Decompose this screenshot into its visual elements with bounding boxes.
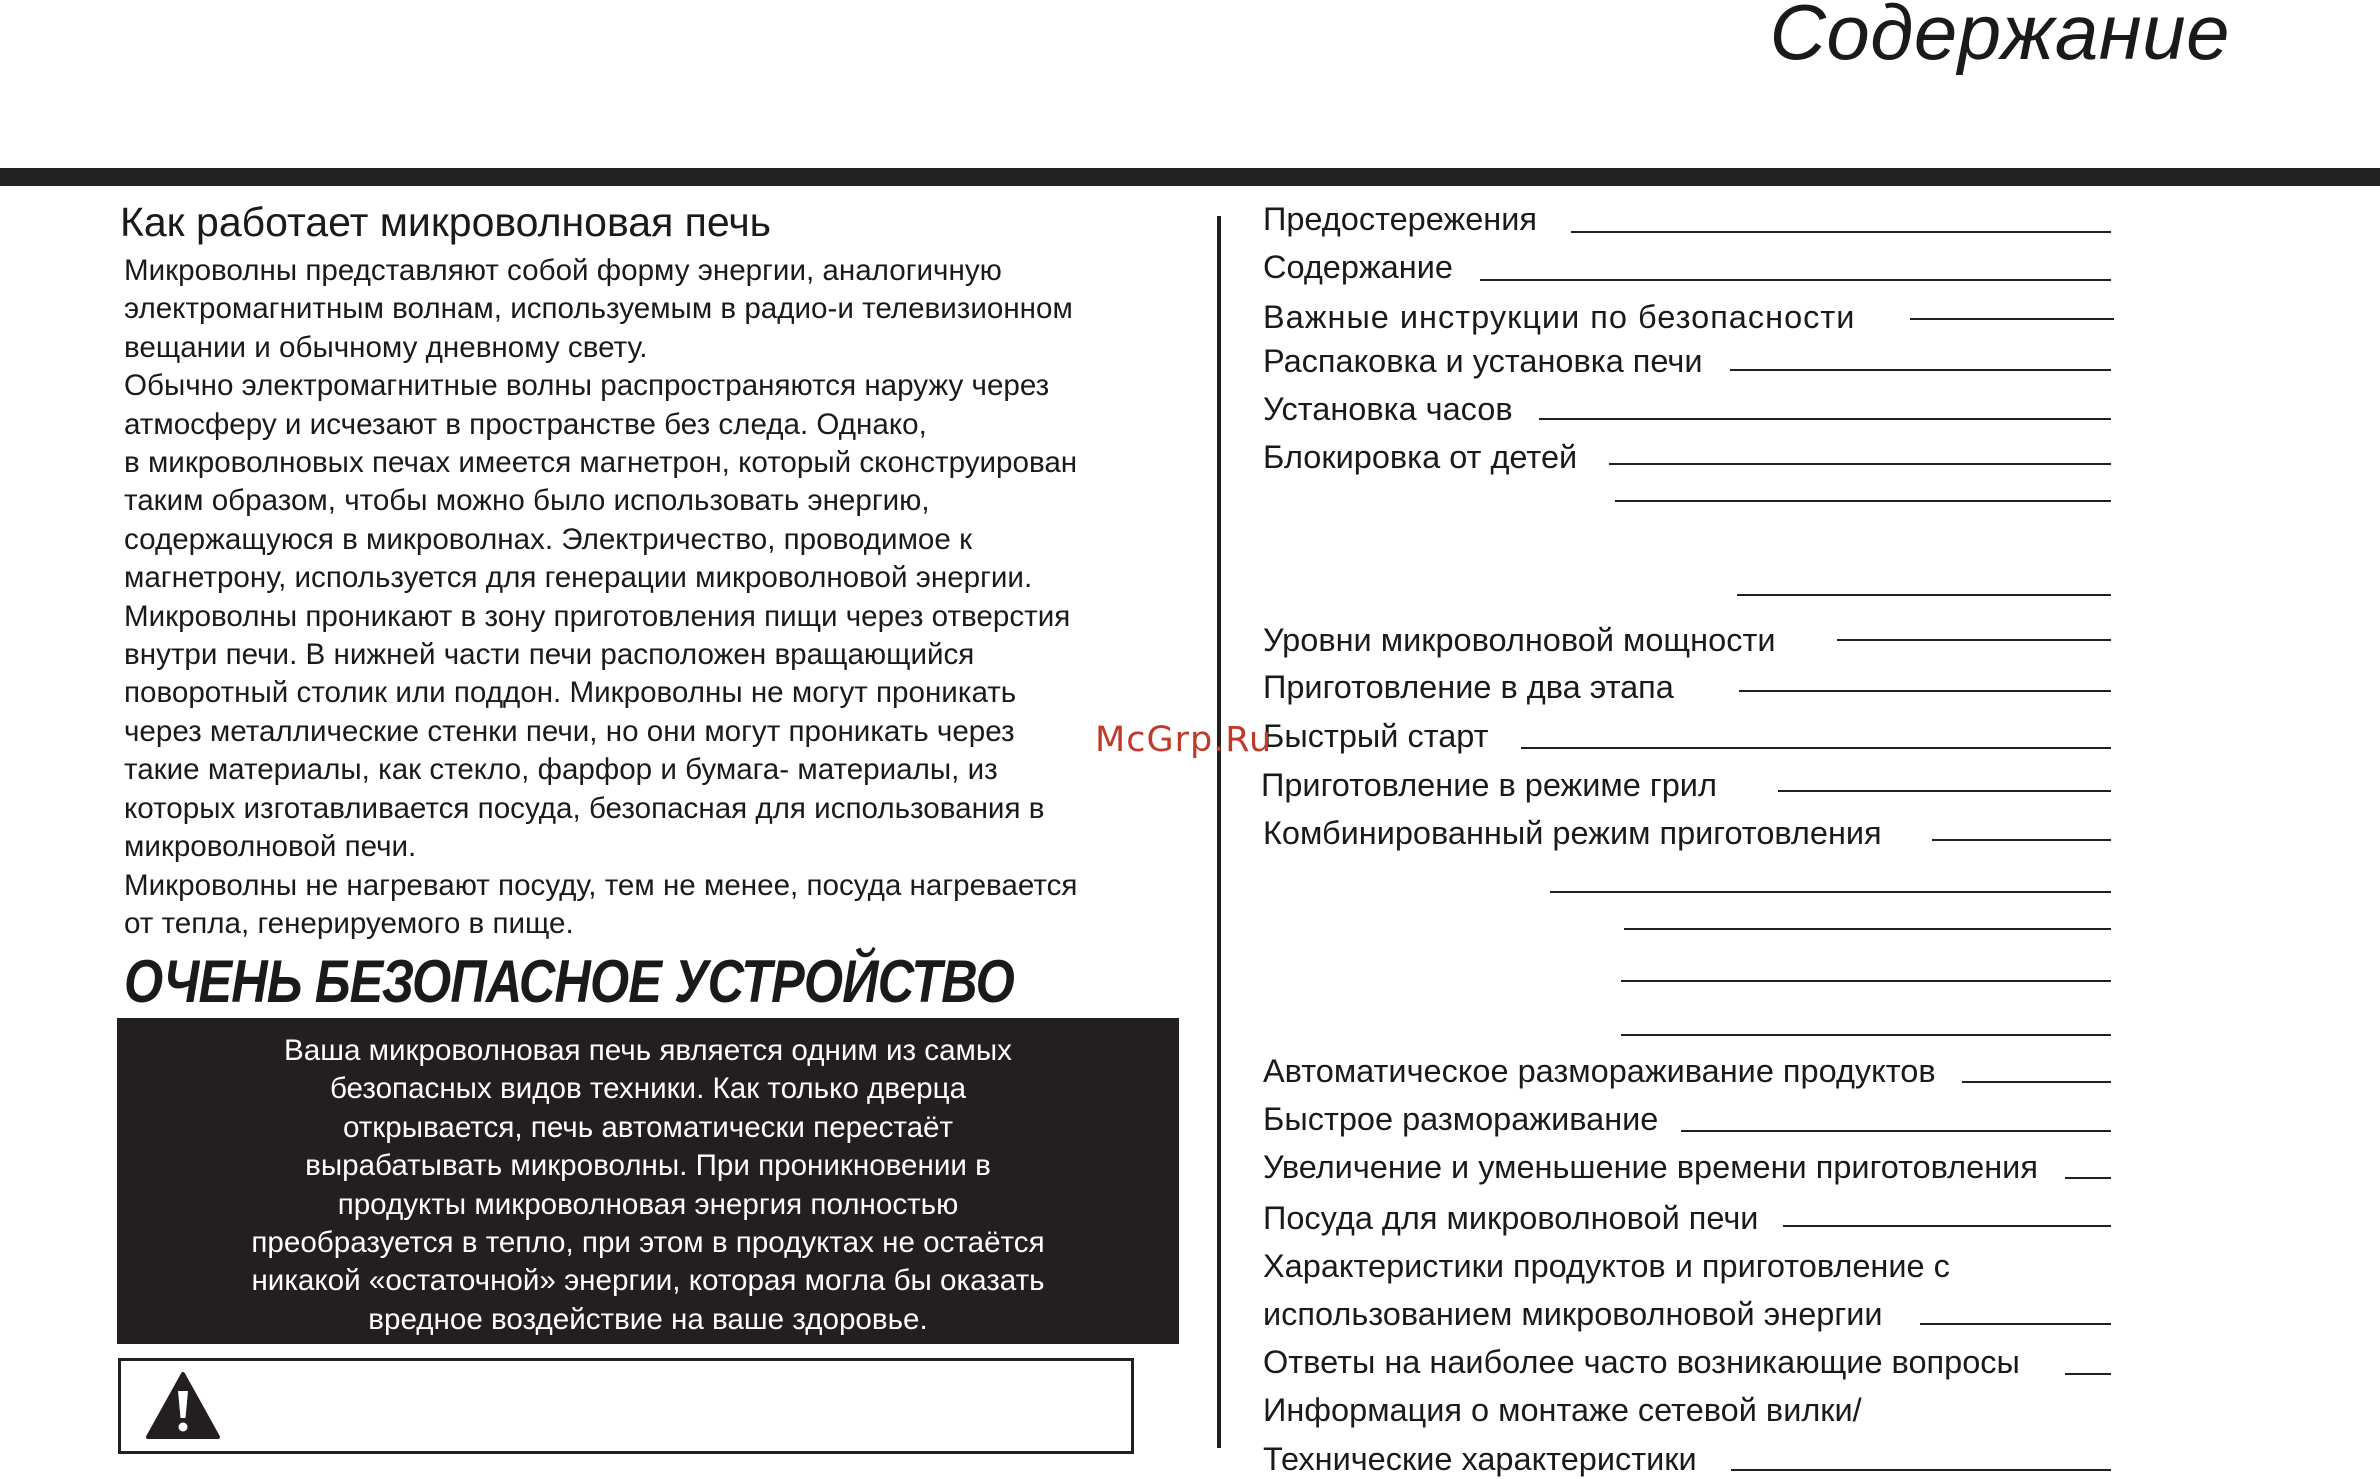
toc-leader <box>2065 1373 2111 1375</box>
header-rule <box>0 168 2380 186</box>
intro-line: вещании и обычному дневному свету. <box>124 330 648 364</box>
toc-item[interactable]: Быстрое размораживание <box>1263 1101 1659 1137</box>
toc-leader <box>1737 594 2111 596</box>
safety-line: никакой «остаточной» энергии, которая могла бы оказать <box>251 1264 1045 1298</box>
toc-leader <box>1539 418 2111 420</box>
warning-box <box>118 1358 1134 1454</box>
intro-line: таким образом, чтобы можно было использовать энергию, <box>124 484 930 518</box>
toc-leader <box>1550 891 2111 893</box>
toc-item[interactable]: Блокировка от детей <box>1263 439 1578 475</box>
intro-line: электромагнитным волнам, используемым в радио-и телевизионном <box>124 292 1073 326</box>
column-divider <box>1217 216 1221 1448</box>
toc-leader <box>1521 747 2111 749</box>
toc-leader <box>1624 928 2111 930</box>
safety-line: вредное воздействие на ваше здоровье. <box>368 1302 928 1336</box>
toc-leader <box>1609 463 2111 465</box>
safety-line: Ваша микроволновая печь является одним из самых <box>284 1034 1012 1067</box>
intro-line: внутри печи. В нижней части печи расположен вращающийся <box>124 638 975 672</box>
safety-line: безопасных видов техники. Как только дверца <box>329 1072 967 1106</box>
intro-line: содержащуюся в микроволнах. Электричество, проводимое к <box>124 522 973 556</box>
toc-item[interactable]: Посуда для микроволновой печи <box>1263 1200 1759 1236</box>
intro-line: Микроволны не нагревают посуду, тем не менее, посуда нагревается <box>124 868 1078 902</box>
toc-item[interactable]: Приготовление в два этапа <box>1263 669 1674 705</box>
toc-leader <box>1681 1130 2111 1132</box>
section-heading: Как работает микроволновая печь <box>120 199 772 245</box>
intro-line: которых изготавливается посуда, безопасная для использования в <box>124 791 1045 825</box>
intro-line: Микроволны проникают в зону приготовления пищи через отверстия <box>124 599 1071 633</box>
intro-line: через металлические стенки печи, но они могут проникать через <box>124 714 1015 748</box>
toc-item[interactable]: Увеличение и уменьшение времени приготовления <box>1263 1149 2038 1185</box>
intro-line: поворотный столик или поддон. Микроволны не могут проникать <box>124 676 1017 710</box>
toc-leader <box>1621 1034 2111 1036</box>
intro-line: от тепла, генерируемого в пище. <box>124 906 574 940</box>
intro-line: микроволновой печи. <box>124 830 417 864</box>
toc-leader <box>1621 980 2111 982</box>
toc-leader <box>1920 1323 2111 1325</box>
safety-line: продукты микроволновая энергия полностью <box>337 1187 959 1221</box>
intro-line: атмосферу и исчезают в пространстве без следа. Однако, <box>124 407 927 441</box>
toc-item[interactable]: Важные инструкции по безопасности <box>1263 299 1856 335</box>
toc-item[interactable]: Уровни микроволновой мощности <box>1263 622 1776 658</box>
toc-item[interactable]: Приготовление в режиме грил <box>1261 767 1717 803</box>
toc-leader <box>1783 1225 2111 1227</box>
toc-item[interactable]: Распаковка и установка печи <box>1263 343 1703 379</box>
page-title: Содержание <box>1769 0 2230 76</box>
toc-item[interactable]: Установка часов <box>1263 391 1513 427</box>
toc-leader <box>1932 839 2111 841</box>
toc-item[interactable]: Предостережения <box>1263 201 1537 237</box>
toc-leader <box>1778 790 2111 792</box>
toc-item[interactable]: Ответы на наиболее часто возникающие вопросы <box>1263 1344 2020 1380</box>
toc-item[interactable]: Автоматическое размораживание продуктов <box>1263 1053 1936 1089</box>
toc-leader <box>1731 1469 2111 1471</box>
toc-leader <box>1730 369 2111 371</box>
toc-leader <box>1837 639 2111 641</box>
intro-line: Микроволны представляют собой форму энергии, аналогичную <box>124 254 1002 287</box>
watermark-text: McGrp.Ru <box>1095 720 1273 760</box>
toc-leader <box>1571 231 2111 233</box>
safety-heading: ОЧЕНЬ БЕЗОПАСНОЕ УСТРОЙСТВО <box>124 948 1014 1015</box>
toc-leader <box>1739 690 2111 692</box>
toc-item[interactable]: Комбинированный режим приготовления <box>1263 815 1882 851</box>
safety-line: вырабатывать микроволны. При проникновении в <box>305 1149 991 1183</box>
toc-leader <box>2065 1177 2111 1179</box>
toc-item[interactable]: использованием микроволновой энергии <box>1263 1296 1883 1332</box>
intro-line: Обычно электромагнитные волны распространяются наружу через <box>124 369 1050 403</box>
toc-item[interactable]: Быстрый старт <box>1263 718 1489 754</box>
toc-item[interactable]: Содержание <box>1263 249 1453 285</box>
toc-item[interactable]: Характеристики продуктов и приготовление с <box>1263 1248 1950 1284</box>
safety-line: преобразуется в тепло, при этом в продуктах не остаётся <box>251 1226 1045 1260</box>
intro-line: в микроволновых печах имеется магнетрон, который сконструирован <box>124 446 1078 480</box>
safety-notice-box <box>117 1018 1179 1344</box>
toc-leader <box>1962 1081 2111 1083</box>
toc-leader <box>1480 279 2111 281</box>
toc-leader <box>1615 500 2111 502</box>
toc-item[interactable]: Технические характеристики <box>1263 1441 1697 1477</box>
toc-leader <box>1910 318 2114 320</box>
warning-triangle-icon <box>145 1371 221 1441</box>
intro-line: такие материалы, как стекло, фарфор и бумага- материалы, из <box>124 753 998 787</box>
intro-text <box>124 252 1164 943</box>
safety-line: открывается, печь автоматически перестаёт <box>342 1110 954 1144</box>
intro-line: магнетрону, используется для генерации микроволновой энергии. <box>124 561 1033 595</box>
toc-item[interactable]: Информация о монтаже сетевой вилки/ <box>1263 1392 1862 1428</box>
